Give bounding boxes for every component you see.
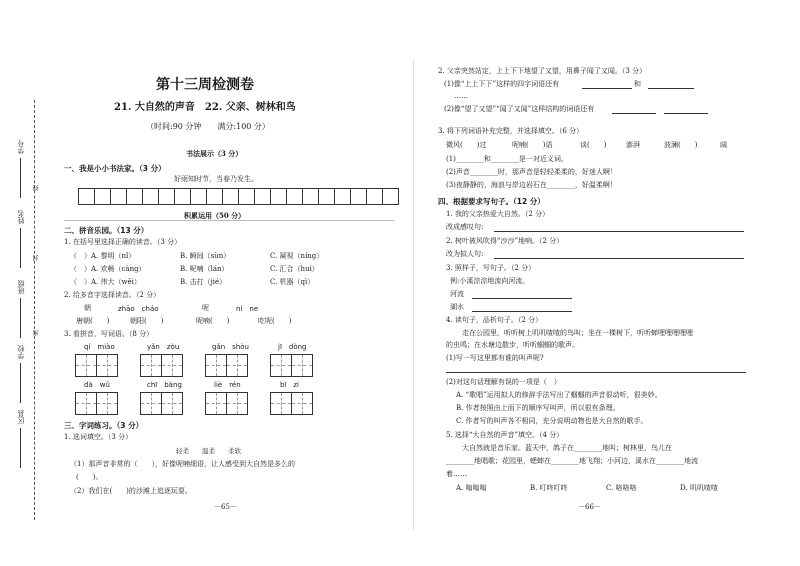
label-feng: 封 [33,255,40,261]
r2-1-text: (1)像“上上下下”这样的四字词语还有 [444,80,560,88]
q2-1-row3-b: B. 击打（jié） [180,278,227,286]
line-quyu [20,428,21,468]
r4-3-b-answer[interactable] [472,311,572,312]
q3-heading: 三、字词练习。（3 分） [64,421,144,430]
r2-1-blank-2[interactable] [648,88,694,89]
label-banji: 班级 [17,280,25,294]
r5-para-3: 着…… [446,470,467,478]
r4-2-answer[interactable] [494,258,744,259]
label-xian: 线 [33,185,40,191]
q3-sentence-2: （2）我们在( )的沙滩上追逐玩耍。 [70,487,192,495]
r5-option-c[interactable]: C. 咯咯咯 [606,484,637,492]
r4-4-q2: (2)对这句话理解有误的一项是（ ） [446,378,561,386]
q3-sentence-1b: ( )。 [76,473,103,481]
r3-word-5: 波澜( ) [664,141,698,149]
q2-1-row3-c: C. 机器（qì） [270,278,315,286]
line-xuehao [20,158,21,198]
q2-3-prompt: 3. 看拼音，写词语。（8 分） [64,330,154,338]
r4-3-a: 河流 [450,290,464,298]
page-subtitle: 21. 大自然的声音 22. 父亲、树林和鸟 [114,102,296,113]
page-number-left: －65－ [214,503,237,511]
r4-4-q1-answer[interactable] [446,372,746,373]
jilei-heading: 积累运用（50 分） [184,211,246,220]
r4-4-option-a[interactable]: A. “歌唱”运用拟人的修辞手法写出了蝈蝈的声音很动听，很美妙。 [456,391,662,399]
r4-4-para-1: 走在公园里，听听树上叽叽喳喳的鸟叫；坐在一棵树下，听听蝉哩哩哩哩哩 [462,329,693,337]
r3-word-4: 澎湃 [626,141,640,149]
q2-heading: 二、拼音乐园。（13 分） [64,226,149,235]
r3-word-2: 呢喃( )语 [512,141,553,149]
r4-3-a-answer[interactable] [472,298,572,299]
q2-2-word4[interactable]: 吃呢( ) [258,317,292,325]
write-box-5[interactable] [75,392,118,415]
time-info: （时间:90 分钟 满分:100 分） [146,122,270,131]
q3-sentence-1: （1）那声音非常的（ ），好像呢喃细语，让人感受到大自然是多么的 [70,460,295,468]
pinyin-3: gǎn shòu [212,343,249,351]
q3-word-bank: 轻柔 温柔 柔软 [176,447,241,455]
q2-2-py2: ní ne [236,305,259,313]
r2-1-he: 和 [634,80,641,88]
q1-poem: 好雨知时节，当春乃发生。 [174,175,258,183]
label-xuehao: 学号 [17,140,25,154]
q2-1-row2-a: （ ）A. 欢畅（càng） [70,265,146,273]
binding-dashed-line [34,100,35,520]
line-xingming [20,228,21,268]
q1-heading: 一、我是小小书法家。（3 分） [64,164,166,173]
page-title: 第十三周检测卷 [156,77,254,93]
q3-1-prompt: 1. 选词填空。（3 分） [64,433,133,441]
pinyin-7: liè rén [214,381,241,389]
r2-1-ellipsis: …… [454,92,468,100]
line-banji [20,298,21,338]
r4-4-option-c[interactable]: C. 作者写的叫声各不相同，充分说明动物也是大自然的歌手。 [456,417,648,425]
r4-1: 1. 我的父亲热爱大自然。（2 分） [446,210,550,218]
r2-1-blank-1[interactable] [582,88,632,89]
label-xuexiao: 学校 [17,345,25,359]
r5-option-a[interactable]: A. 嗡嗡嗡 [456,484,487,492]
r5-para-1: 大自然就是音乐家。蓝天中，鸽子在________地叫；树林里，鸟儿在 [462,444,672,452]
q2-2-word1[interactable]: 唐朝( ) [76,317,110,325]
calligraphy-grid[interactable] [78,188,399,205]
q2-2-char2: 呢 [202,304,209,312]
r3-word-6: 阔 [720,141,727,149]
q2-2-word2[interactable]: 朝阳( ) [130,317,164,325]
q2-2-py1: zhāo cháo [118,305,159,313]
q2-1-row2-c: C. 汇合（huì） [270,265,319,273]
r2-2-blank-2[interactable] [664,113,708,114]
r4-3-b: 湖水 [450,303,464,311]
r5-prompt: 5. 选择“大自然的声音”填空。（4 分） [446,431,564,439]
write-box-3[interactable] [205,354,248,377]
write-box-8[interactable] [270,392,313,415]
q2-1-row2-b: B. 呢喃（lán） [180,265,229,273]
r3-2: (2)声音________时，那声音是轻轻柔柔的，好迷人啊！ [446,168,617,176]
label-xingming: 姓名 [17,210,25,224]
r5-option-b[interactable]: B. 叮咚叮咚 [530,484,568,492]
r3-prompt: 3. 将下列词语补充完整，并选择填空。（6 分） [438,127,584,135]
q2-2-prompt: 2. 给多音字选择读音。（2 分） [64,291,161,299]
r4-heading: 四、根据要求写句子。（12 分） [438,197,545,206]
r4-4-option-b[interactable]: B. 作者按照由上而下的顺序写叫声，所以很有条理。 [456,404,620,412]
write-box-4[interactable] [270,354,313,377]
write-box-2[interactable] [140,354,183,377]
write-box-6[interactable] [140,392,183,415]
q2-1-row3-a: （ ）A. 伟大（wěi） [70,278,141,286]
r4-2-label: 改为拟人句: [446,250,484,258]
shufa-heading: 书法展示（3 分） [186,149,243,158]
r4-4-para-2: 的虫鸣；在水塘边散步，听听蝈蝈的歌声。 [446,341,579,349]
r5-option-d[interactable]: D. 叽叽喳喳 [680,484,718,492]
r4-4: 4. 读句子，品析句子。（2 分） [446,316,543,324]
r3-3: (3)夜静静的，海浪与岸边岩石在________，好温柔啊！ [446,181,617,189]
label-mi: 密 [33,330,40,336]
r2-prompt: 2. 父亲突然站定，上上下下地望了又望，用鼻子闻了又闻。（3 分） [438,67,647,75]
r3-word-1: 微风( )过 [446,141,487,149]
pinyin-4: jī dòng [278,343,307,351]
r4-3-example: 例:小溪淙淙地流向河流。 [450,277,530,285]
q2-1-row1-c: C. 凝视（níng） [270,252,324,260]
pinyin-8: bī zi [280,381,300,389]
r4-1-label: 改成感叹句: [446,223,484,231]
line-xuexiao [20,363,21,403]
q2-1-prompt: 1. 在括号里选择正确的读音。（3 分） [64,238,182,246]
pinyin-5: dà wǔ [84,381,110,389]
r3-1: (1)________和________是一对近义词。 [446,155,568,163]
pinyin-1: qí miào [84,343,115,351]
q2-2-word3[interactable]: 呢喃( ) [196,317,230,325]
page-number-right: －66－ [578,503,601,511]
r5-para-2: ________地唱歌；花园里，蟋蟀在________地飞翔；小河边，溪水在________地流 [446,457,698,465]
write-box-7[interactable] [205,392,248,415]
r2-2-blank-1[interactable] [612,113,656,114]
r3-word-3: 谈( ) [580,141,607,149]
r4-2: 2. 树叶被风吹得“沙沙”地响。（2 分） [446,237,564,245]
r2-2-text: (2)像“望了又望”“闻了又闻”这样结构的词语还有 [444,105,595,113]
q2-1-row1-b: B. 瞬间（sùn） [180,252,231,260]
pinyin-2: yǎn zòu [147,343,180,351]
write-box-1[interactable] [75,354,118,377]
q2-1-row1-a: （ ）A. 黎明（nǐ） [70,252,136,260]
q2-2-char1: 朝 [84,304,91,312]
r4-4-q1: (1)写一写这里都有谁的叫声呢? [446,354,544,362]
r4-1-answer[interactable] [494,231,744,232]
label-quyu: 区县 [17,410,25,424]
r4-3: 3. 照样子，写句子。（2 分） [446,264,536,272]
pinyin-6: chī bàng [147,381,182,389]
